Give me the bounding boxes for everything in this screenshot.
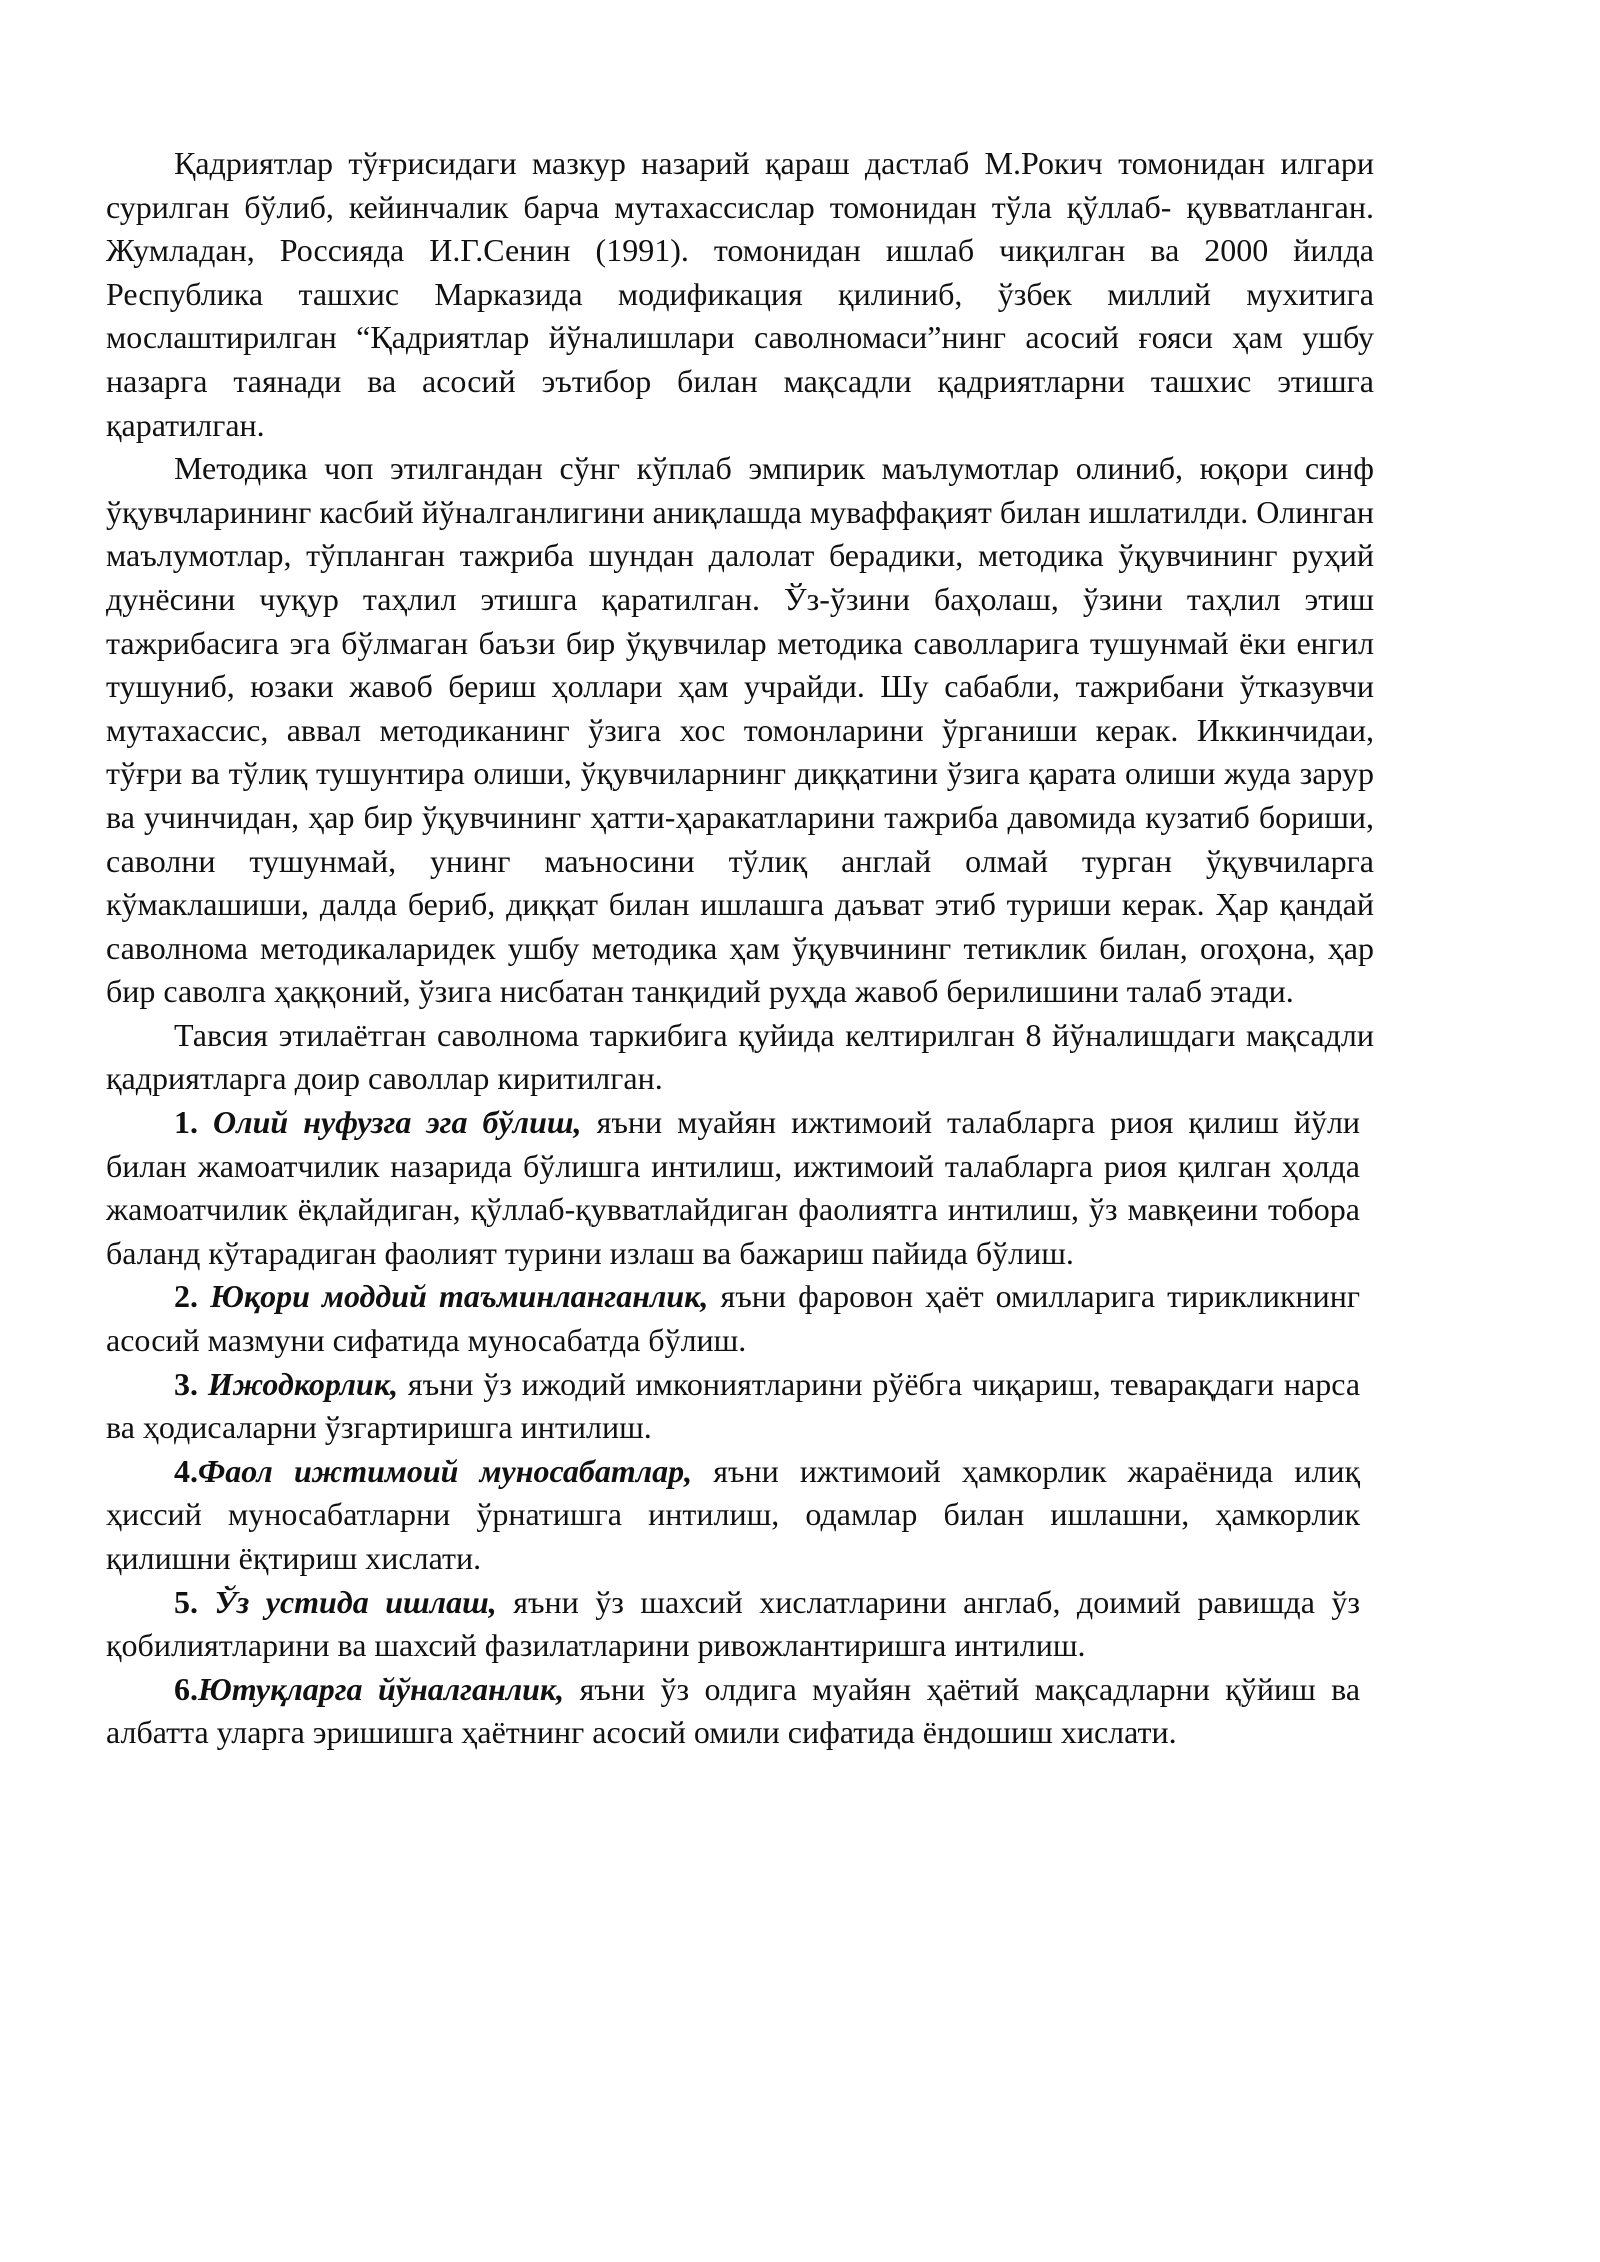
item-number: 5. (174, 1583, 198, 1620)
item-term: Ютуқларга йўналганлик, (198, 1670, 565, 1707)
paragraph-intro: Қадриятлар тўғрисидаги мазкур назарий қараш дастлаб М.Рокич томонидан илгари сурилган бўлиб, кейинчалик барча мутахассислар томонидан тўла қўллаб- қувватланган. Жумладан, Россияда И.Г.Сенин (1991). томонидан ишлаб чиқилган ва 2000 йилда Республика ташхис Марказида модификация қилиниб, ўзбек миллий мухитига мослаштирилган “Қадриятлар йўналишлари саволномаси”нинг асосий ғояси ҳам ушбу назарга таянади ва асосий эътибор билан мақсадли қадриятларни ташхис этишга қаратилган. (106, 145, 1374, 443)
item-text: яъни ўз ижодий имкониятларини рўёбга чиқариш, теварақдаги нарса ва ҳодисаларни ўзгартиришга интилиш. (106, 1365, 1361, 1446)
paragraph-list-intro: Тавсия этилаётган саволнома таркибига қуйида келтирилган 8 йўналишдаги мақсадли қадриятларга доир саволлар киритилган. (106, 1016, 1374, 1097)
list-item (106, 1363, 1360, 1450)
item-term: Юқори моддий таъминланганлик, (210, 1278, 709, 1315)
item-term: Ижодкорлик, (207, 1365, 399, 1402)
item-number: 1. (174, 1104, 198, 1141)
list-item (106, 1450, 1360, 1581)
paragraph-methodology: Методика чоп этилгандан сўнг кўплаб эмпирик маълумотлар олиниб, юқори синф ўқувчларининг касбий йўналганлигини аниқлашда муваффақият билан ишлатилди. Олинган маълумотлар, тўпланган тажриба шундан далолат берадики, методика ўқувчининг руҳий дунёсини чуқур таҳлил этишга қаратилган. Ўз-ўзини баҳолаш, ўзини таҳлил этиш тажрибасига эга бўлмаган баъзи бир ўқувчилар методика саволларига тушунмай ёки енгил тушуниб, юзаки жавоб бериш ҳоллари ҳам учрайди. Шу сабабли, тажрибани ўтказувчи мутахассис, аввал методиканинг ўзига хос томонларини ўрганиши керак. Иккинчидаи, тўғри ва тўлиқ тушунтира олиши, ўқувчиларнинг диққатини ўзига қарата олиши жуда зарур ва учинчидан, ҳар бир ўқувчининг ҳатти-ҳаракатларини тажриба давомида кузатиб бориши, саволни тушунмай, унинг маъносини тўлиқ англай олмай турган ўқувчиларга кўмаклашиши, далда бериб, диққат билан ишлашга даъват этиб туриши керак. Ҳар қандай саволнома методикаларидек ушбу методика ҳам ўқувчининг тетиклик билан, огоҳона, ҳар бир саволга ҳаққоний, ўзига нисбатан танқидий руҳда жавоб берилишини талаб этади. (106, 450, 1374, 1010)
list-item (106, 1101, 1360, 1275)
item-number: 4. (174, 1452, 198, 1489)
item-text: яъни муайян ижтимоий талабларга риоя қилиш йўли билан жамоатчилик назарида бўлишга интилиш, ижтимоий талабларга риоя қилган ҳолда жамоатчилик ёқлайдиган, қўллаб-қувватлайдиган фаолиятга интилиш, ўз мавқеини тобора баланд кўтарадиган фаолият турини излаш ва бажариш пайида бўлиш. (106, 1104, 1361, 1271)
list-item (106, 1668, 1360, 1755)
item-text: яъни ижтимоий ҳамкорлик жараёнида илиқ ҳиссий муносабатларни ўрнатишга интилиш, одамлар билан ишлашни, ҳамкорлик қилишни ёқтириш хислати. (106, 1452, 1360, 1576)
document-page (106, 142, 1374, 1755)
list-item (106, 1275, 1360, 1362)
item-text: яъни ўз шахсий хислатларини англаб, доимий равишда ўз қобилиятларини ва шахсий фазилатларини ривожлантиришга интилиш. (106, 1583, 1361, 1664)
item-term: Ўз устида ишлаш, (214, 1583, 497, 1620)
item-number: 3. (174, 1365, 198, 1402)
list-item (106, 1581, 1360, 1668)
item-number: 2. (174, 1278, 198, 1315)
item-number: 6. (174, 1670, 198, 1707)
item-term: Фаол ижтимоий муносабатлар, (198, 1452, 693, 1489)
item-term: Олий нуфузга эга бўлиш, (213, 1104, 582, 1141)
item-text: яъни фаровон ҳаёт омилларига тирикликнинг асосий мазмуни сифатида муносабатда бўлиш. (106, 1278, 1361, 1359)
item-text: яъни ўз олдига муайян ҳаётий мақсадларни қўйиш ва албатта уларга эришишга ҳаётнинг асосий омили сифатида ёндошиш хислати. (106, 1670, 1361, 1751)
